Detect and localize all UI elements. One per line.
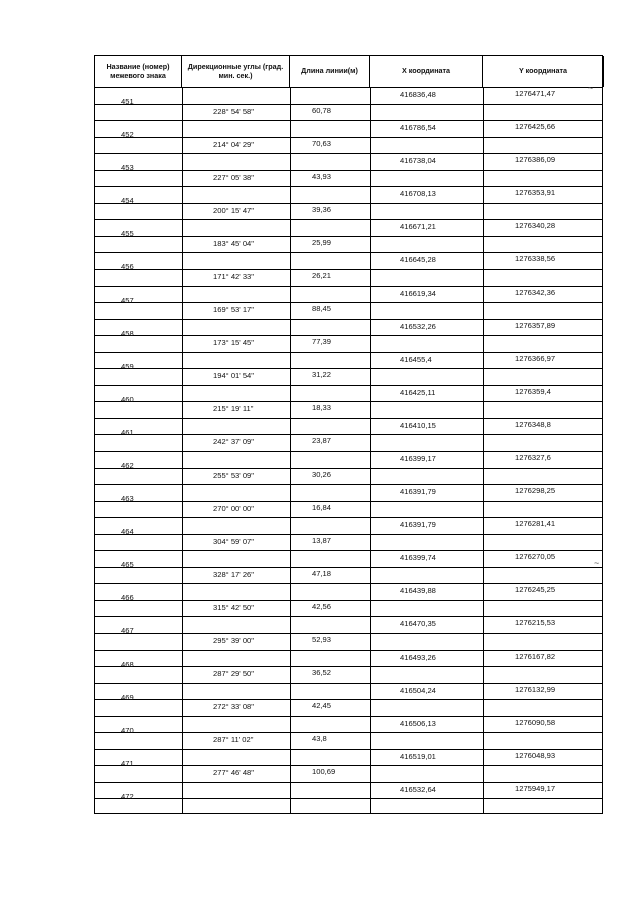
y-coordinate: 1276342,36 <box>515 287 556 297</box>
x-coordinate: 416532,26 <box>400 321 436 331</box>
direction-angle: 227° 05' 38" <box>213 172 254 182</box>
header-x-coordinate: X координата <box>370 56 483 87</box>
row-divider <box>95 600 602 601</box>
point-name: 466 <box>121 593 134 603</box>
direction-angle: 315° 42' 50" <box>213 602 254 612</box>
y-coordinate: 1276471,47 <box>515 89 556 98</box>
direction-angle: 304° 59' 07" <box>213 536 254 546</box>
stray-mark: ~ <box>588 83 594 93</box>
y-coordinate: 1276348,8 <box>515 419 551 429</box>
x-coordinate: 416504,24 <box>400 685 436 695</box>
header-y-coordinate: Y координата <box>483 56 604 87</box>
direction-angle: 171° 42' 33" <box>213 272 254 281</box>
line-length: 26,21 <box>312 271 332 280</box>
line-length: 39,36 <box>312 204 332 214</box>
row-divider <box>95 468 602 469</box>
column-divider <box>483 87 484 813</box>
row-divider <box>95 368 602 369</box>
point-name: 453 <box>121 163 134 173</box>
y-coordinate: 1276167,82 <box>515 651 556 661</box>
row-divider <box>95 434 602 435</box>
row-divider <box>95 451 602 452</box>
row-divider <box>95 236 602 237</box>
y-coordinate: 1276132,99 <box>515 684 556 694</box>
point-name: 451 <box>121 97 134 106</box>
line-length: 31,22 <box>312 370 332 380</box>
point-name: 464 <box>121 527 134 537</box>
line-length: 100,69 <box>312 767 336 777</box>
point-name: 470 <box>121 725 134 735</box>
point-name: 472 <box>121 791 134 801</box>
line-length: 70,63 <box>312 138 332 148</box>
header-point-name: Название (номер) межевого знака <box>95 56 182 87</box>
row-divider <box>95 385 602 386</box>
row-divider <box>95 749 602 750</box>
row-divider <box>95 120 602 121</box>
row-divider <box>95 286 602 287</box>
row-divider <box>95 765 602 766</box>
y-coordinate: 1276386,09 <box>515 155 556 165</box>
direction-angle: 270° 00' 00" <box>213 503 254 513</box>
direction-angle: 173° 15' 45" <box>213 338 254 348</box>
coordinates-table <box>94 55 603 814</box>
point-name: 460 <box>121 394 134 404</box>
x-coordinate: 416399,74 <box>400 553 436 563</box>
column-divider <box>290 87 291 813</box>
line-length: 23,87 <box>312 436 332 446</box>
direction-angle: 200° 15' 47" <box>213 205 254 215</box>
direction-angle: 287° 29' 50" <box>213 669 254 679</box>
point-name: 454 <box>121 196 134 206</box>
row-divider <box>95 352 602 353</box>
y-coordinate: 1276245,25 <box>515 585 556 595</box>
x-coordinate: 416439,88 <box>400 586 436 596</box>
header-divider <box>95 87 602 88</box>
x-coordinate: 416671,21 <box>400 222 436 232</box>
line-length: 42,45 <box>312 701 332 711</box>
point-name: 468 <box>121 659 134 669</box>
column-divider <box>370 87 371 813</box>
line-length: 43,8 <box>312 734 327 744</box>
line-length: 43,93 <box>312 171 332 181</box>
line-length: 60,78 <box>312 105 332 115</box>
x-coordinate: 416619,34 <box>400 288 436 298</box>
line-length: 88,45 <box>312 304 332 314</box>
x-coordinate: 416391,79 <box>400 520 436 530</box>
line-length: 25,99 <box>312 237 332 247</box>
x-coordinate: 416391,79 <box>400 487 436 497</box>
row-divider <box>95 650 602 651</box>
line-length: 18,33 <box>312 403 332 413</box>
x-coordinate: 416738,04 <box>400 156 436 166</box>
direction-angle: 228° 54' 58" <box>213 106 254 116</box>
row-divider <box>95 401 602 402</box>
direction-angle: 242° 37' 09" <box>213 437 254 447</box>
x-coordinate: 416519,01 <box>400 751 436 761</box>
row-divider <box>95 153 602 154</box>
row-divider <box>95 252 602 253</box>
y-coordinate: 1276090,58 <box>515 717 556 727</box>
x-coordinate: 416836,48 <box>400 90 436 99</box>
x-coordinate: 416425,11 <box>400 387 436 397</box>
y-coordinate: 1276357,89 <box>515 320 556 330</box>
point-name: 467 <box>121 626 134 636</box>
direction-angle: 287° 11' 02" <box>213 735 254 745</box>
y-coordinate: 1276215,53 <box>515 618 556 628</box>
x-coordinate: 416786,54 <box>400 123 436 133</box>
direction-angle: 277° 46' 48" <box>213 768 254 778</box>
row-divider <box>95 583 602 584</box>
point-name: 459 <box>121 361 134 371</box>
direction-angle: 295° 39' 00" <box>213 636 254 645</box>
row-divider <box>95 534 602 535</box>
x-coordinate: 416399,17 <box>400 454 436 463</box>
y-coordinate: 1276270,05 <box>515 552 556 562</box>
row-divider <box>95 517 602 518</box>
x-coordinate: 416532,64 <box>400 784 436 794</box>
row-divider <box>95 782 602 783</box>
row-divider <box>95 716 602 717</box>
x-coordinate: 416645,28 <box>400 255 436 265</box>
line-length: 30,26 <box>312 469 332 479</box>
row-divider <box>95 616 602 617</box>
row-divider <box>95 484 602 485</box>
row-divider <box>95 699 602 700</box>
y-coordinate: 1275949,17 <box>515 783 556 793</box>
row-divider <box>95 319 602 320</box>
direction-angle: 255° 53' 09" <box>213 470 254 480</box>
x-coordinate: 416410,15 <box>400 420 436 430</box>
row-divider <box>95 104 602 105</box>
line-length: 36,52 <box>312 668 332 678</box>
direction-angle: 328° 17' 26" <box>213 569 254 579</box>
x-coordinate: 416455,4 <box>400 354 432 364</box>
point-name: 455 <box>121 229 134 239</box>
direction-angle: 194° 01' 54" <box>213 371 254 381</box>
y-coordinate: 1276366,97 <box>515 353 556 363</box>
row-divider <box>95 335 602 336</box>
row-divider <box>95 798 602 799</box>
stray-mark: ~ <box>594 558 600 568</box>
y-coordinate: 1276327,6 <box>515 453 551 462</box>
point-name: 463 <box>121 494 134 504</box>
line-length: 52,93 <box>312 635 332 644</box>
row-divider <box>95 269 602 270</box>
point-name: 462 <box>121 461 134 470</box>
x-coordinate: 416493,26 <box>400 652 436 662</box>
point-name: 457 <box>121 295 134 305</box>
row-divider <box>95 418 602 419</box>
header-direction-angles: Дирекционные углы (град. мин. сек.) <box>182 56 290 87</box>
column-divider <box>182 87 183 813</box>
line-length: 47,18 <box>312 568 332 578</box>
row-divider <box>95 633 602 634</box>
row-divider <box>95 732 602 733</box>
x-coordinate: 416708,13 <box>400 189 436 199</box>
row-divider <box>95 501 602 502</box>
x-coordinate: 416506,13 <box>400 718 436 728</box>
point-name: 471 <box>121 758 134 768</box>
row-divider <box>95 203 602 204</box>
line-length: 16,84 <box>312 502 332 512</box>
row-divider <box>95 666 602 667</box>
line-length: 77,39 <box>312 337 332 347</box>
row-divider <box>95 219 602 220</box>
y-coordinate: 1276353,91 <box>515 188 556 198</box>
y-coordinate: 1276340,28 <box>515 221 556 231</box>
direction-angle: 214° 04' 29" <box>213 139 254 149</box>
line-length: 42,56 <box>312 601 332 611</box>
point-name: 458 <box>121 328 134 338</box>
point-name: 469 <box>121 692 134 702</box>
y-coordinate: 1276338,56 <box>515 254 556 264</box>
line-length: 13,87 <box>312 535 332 545</box>
row-divider <box>95 550 602 551</box>
row-divider <box>95 137 602 138</box>
y-coordinate: 1276298,25 <box>515 486 556 496</box>
row-divider <box>95 683 602 684</box>
row-divider <box>95 170 602 171</box>
y-coordinate: 1276425,66 <box>515 122 556 132</box>
point-name: 465 <box>121 560 134 570</box>
point-name: 456 <box>121 262 134 272</box>
direction-angle: 183° 45' 04" <box>213 238 254 248</box>
y-coordinate: 1276048,93 <box>515 750 556 760</box>
direction-angle: 169° 53' 17" <box>213 305 254 315</box>
row-divider <box>95 302 602 303</box>
direction-angle: 272° 33' 08" <box>213 702 254 712</box>
row-divider <box>95 567 602 568</box>
point-name: 461 <box>121 427 134 437</box>
row-divider <box>95 186 602 187</box>
y-coordinate: 1276281,41 <box>515 519 556 529</box>
x-coordinate: 416470,35 <box>400 619 436 629</box>
header-line-length: Длина линии(м) <box>290 56 370 87</box>
y-coordinate: 1276359,4 <box>515 386 551 396</box>
point-name: 452 <box>121 130 134 140</box>
direction-angle: 215° 19' 11" <box>213 404 254 414</box>
